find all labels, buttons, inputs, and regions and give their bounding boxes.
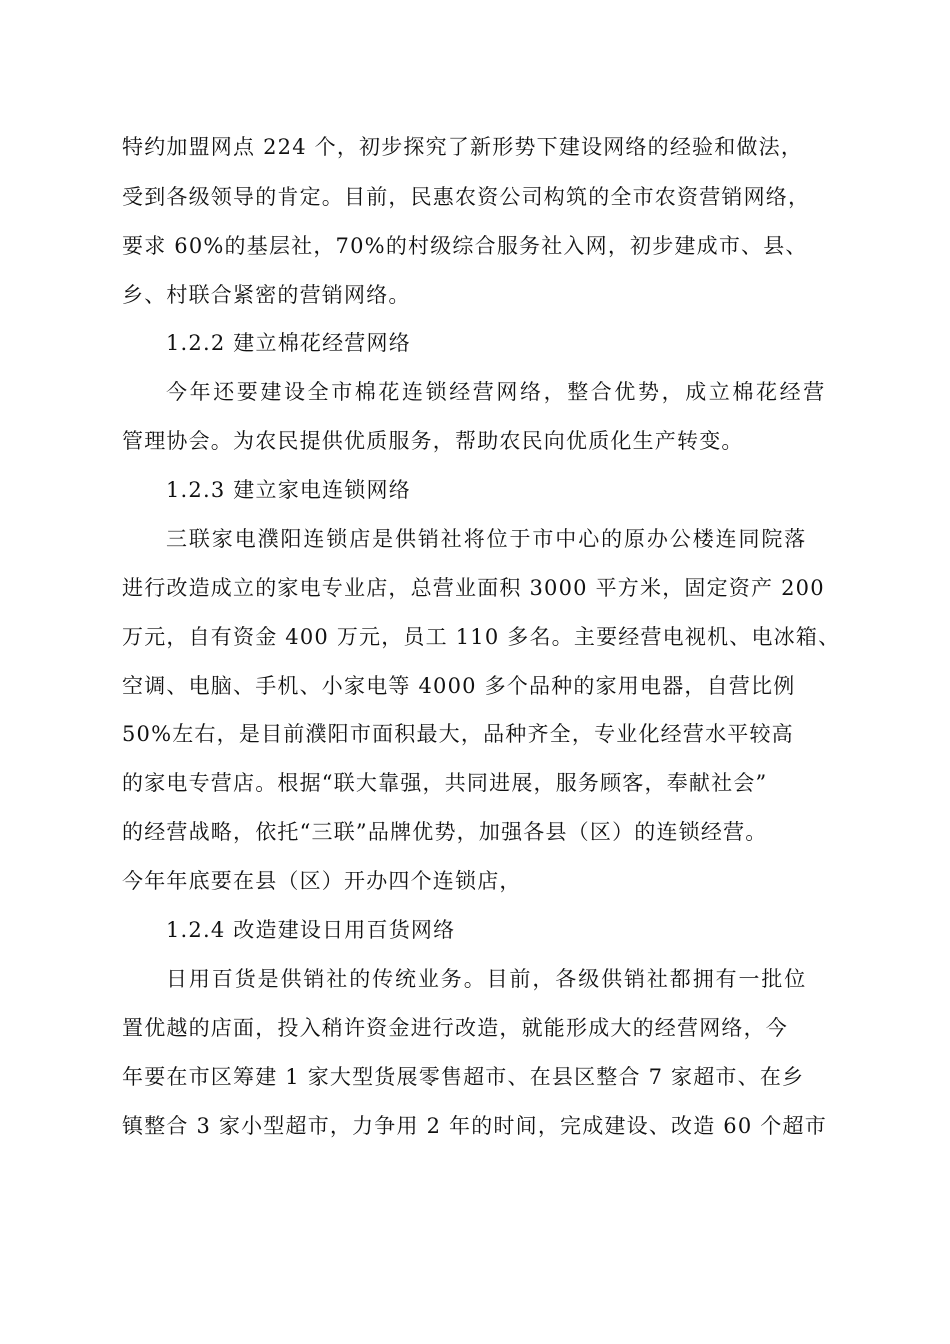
paragraph-line-17: 年要在市区筹建 1 家大型货展零售超市、在县区整合 7 家超市、在乡 [122, 1065, 805, 1089]
paragraph-line-2: 受到各级领导的肯定。目前，民惠农资公司构筑的全市农资营销网络， [122, 185, 811, 209]
paragraph-line-14: 今年年底要在县（区）开办四个连锁店， [122, 869, 522, 893]
paragraph-line-13: 的经营战略，依托“三联”品牌优势，加强各县（区）的连锁经营。 [122, 820, 768, 844]
paragraph-line-12: 的家电专营店。根据“联大靠强，共同进展，服务顾客，奉献社会” [122, 771, 768, 795]
paragraph-line-3: 要求 60%的基层社，70%的村级综合服务社入网，初步建成市、县、 [122, 234, 808, 258]
paragraph-line-15: 日用百货是供销社的传统业务。目前，各级供销社都拥有一批位 [166, 967, 808, 991]
paragraph-line-6: 管理协会。为农民提供优质服务，帮助农民向优质化生产转变。 [122, 429, 744, 453]
paragraph-line-1: 特约加盟网点 224 个，初步探究了新形势下建设网络的经验和做法， [122, 135, 804, 159]
paragraph-line-5: 今年还要建设全市棉花连锁经营网络，整合优势，成立棉花经营 [166, 380, 827, 404]
paragraph-line-4: 乡、村联合紧密的营销网络。 [122, 283, 411, 307]
section-heading-1-2-3: 1.2.3 建立家电连锁网络 [166, 478, 411, 502]
paragraph-line-11: 50%左右，是目前濮阳市面积最大，品种齐全，专业化经营水平较高 [122, 722, 794, 746]
paragraph-line-9: 万元，自有资金 400 万元，员工 110 多名。主要经营电视机、电冰箱、 [122, 625, 841, 649]
paragraph-line-7: 三联家电濮阳连锁店是供销社将位于市中心的原办公楼连同院落 [166, 527, 808, 551]
section-heading-1-2-2: 1.2.2 建立棉花经营网络 [166, 331, 411, 355]
paragraph-line-10: 空调、电脑、手机、小家电等 4000 多个品种的家用电器，自营比例 [122, 674, 796, 698]
paragraph-line-18: 镇整合 3 家小型超市，力争用 2 年的时间，完成建设、改造 60 个超市 [122, 1114, 827, 1138]
paragraph-line-16: 置优越的店面，投入稍许资金进行改造，就能形成大的经营网络，今 [122, 1016, 788, 1040]
paragraph-line-8: 进行改造成立的家电专业店，总营业面积 3000 平方米，固定资产 200 [122, 576, 825, 600]
section-heading-1-2-4: 1.2.4 改造建设日用百货网络 [166, 918, 456, 942]
